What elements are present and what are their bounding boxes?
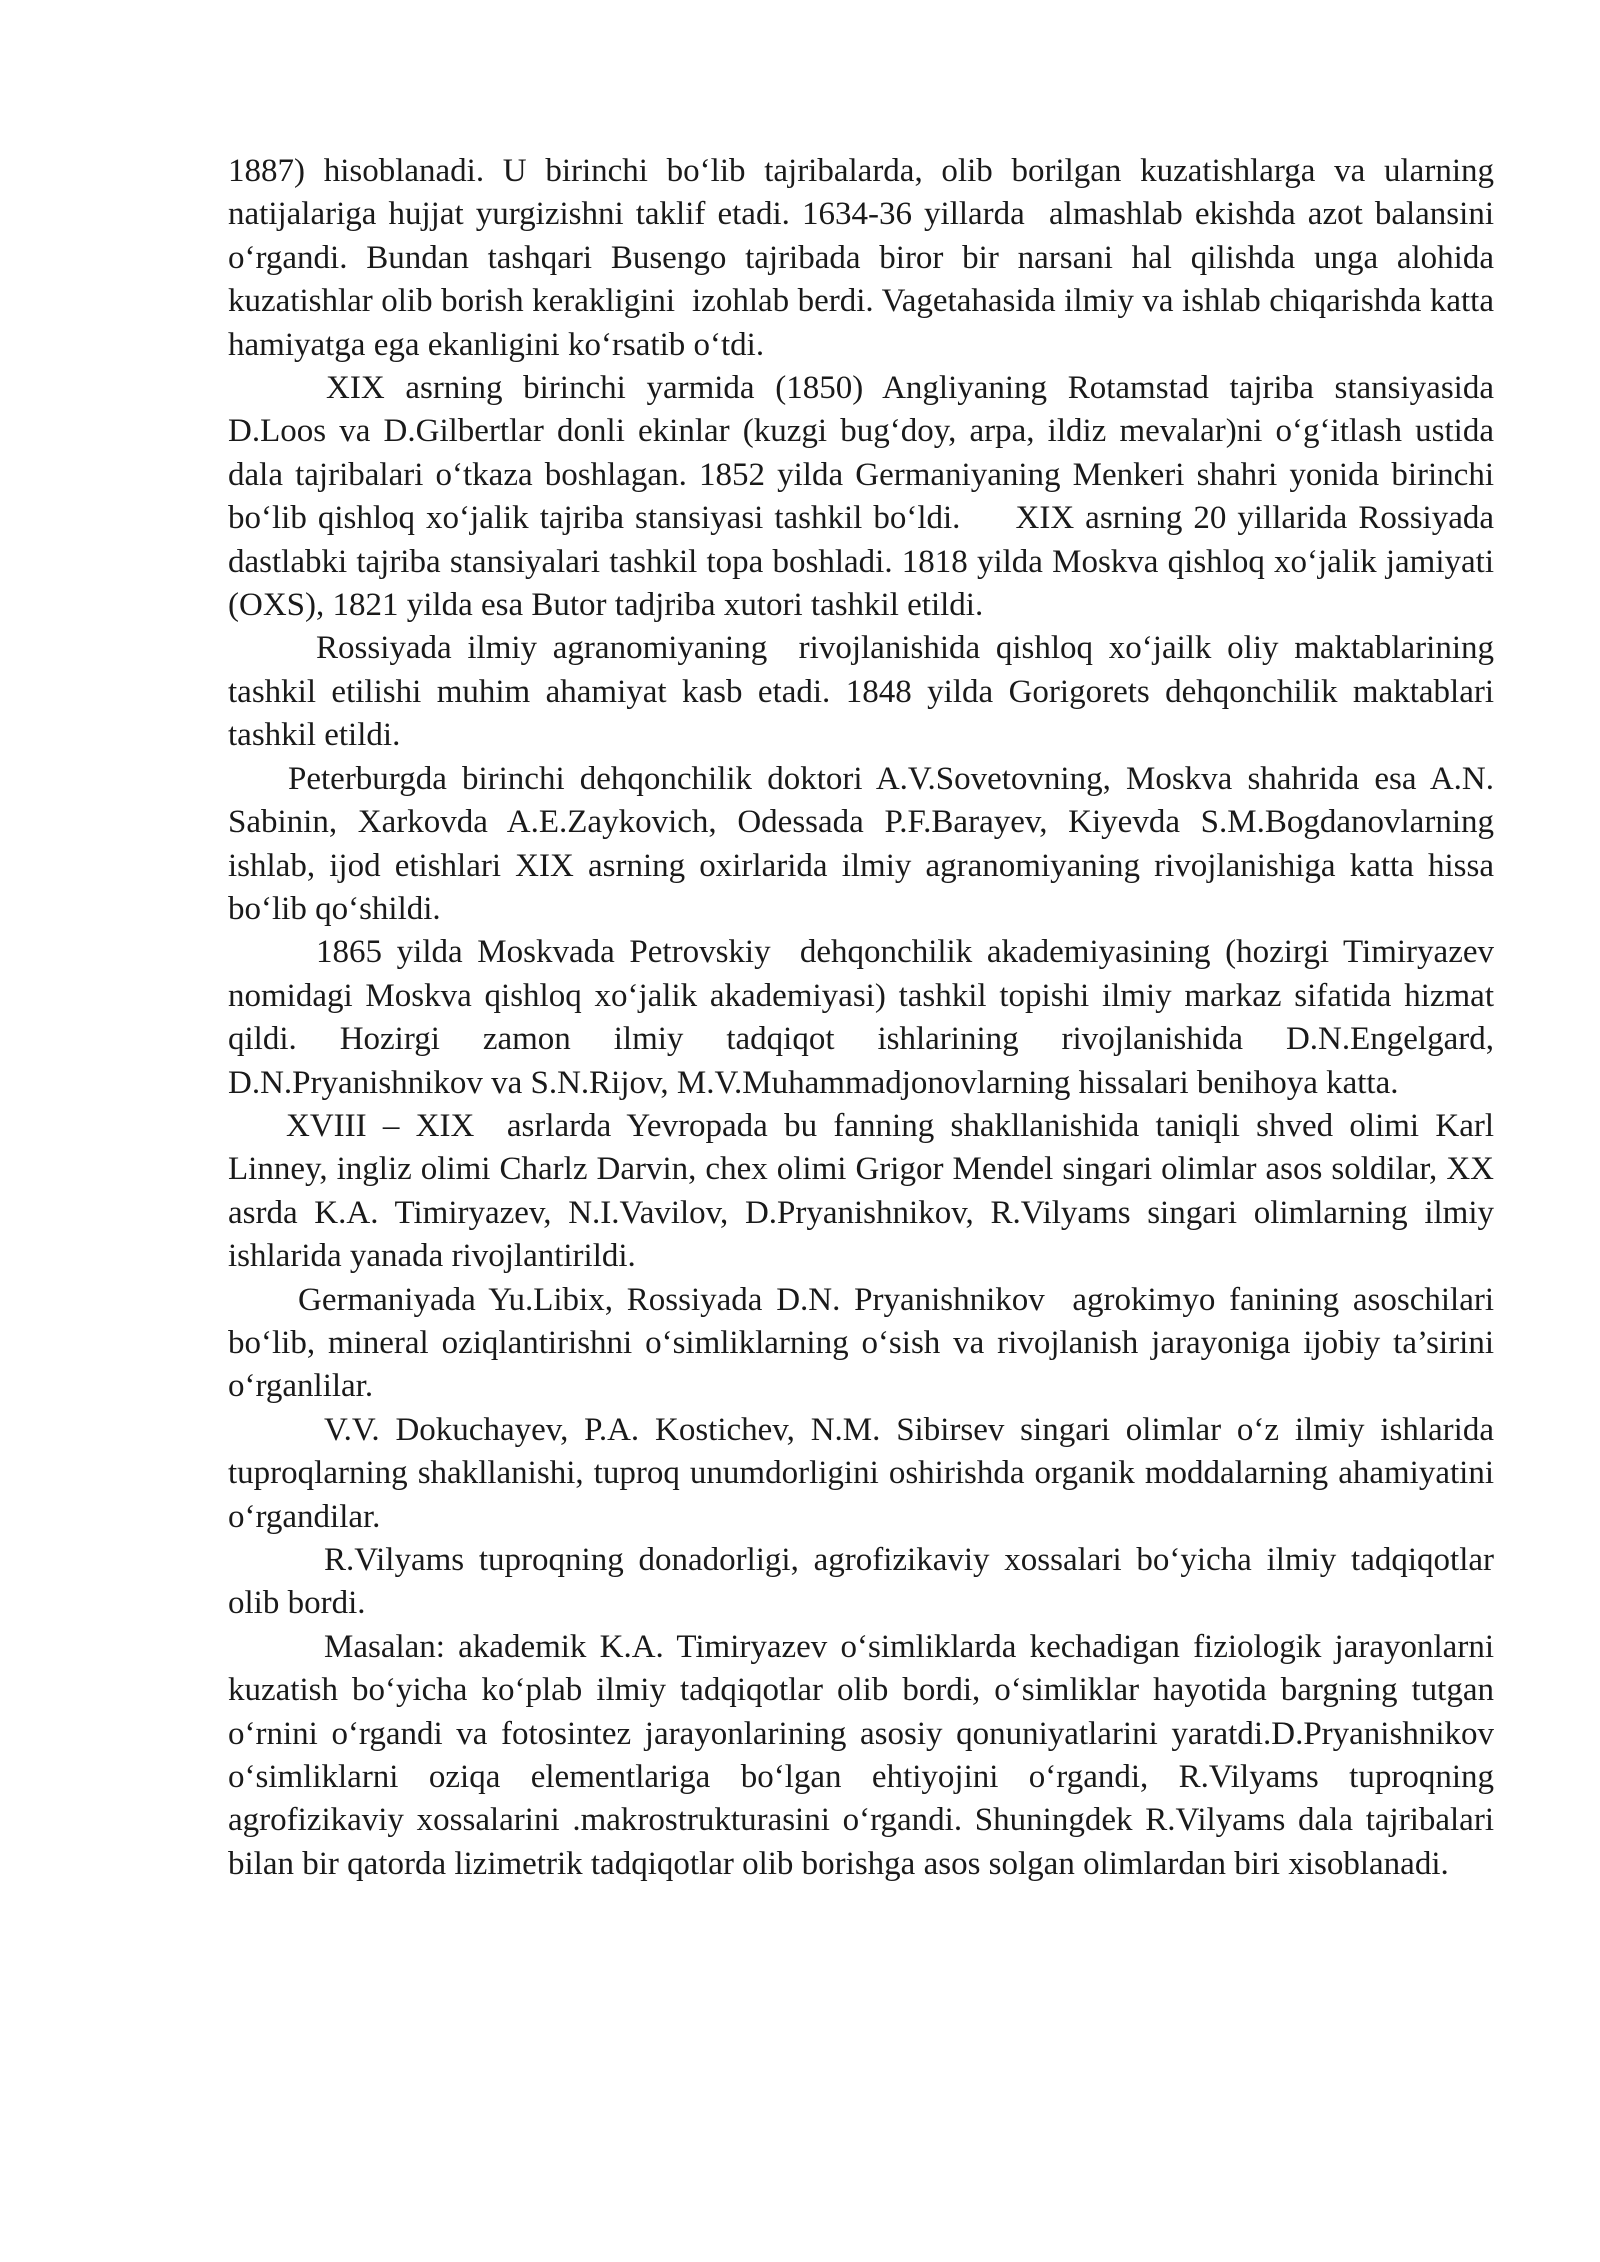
paragraph-agrochemistry: Germaniyada Yu.Libix, Rossiyada D.N. Pryanishnikov agrokimyo fanining asoschilari bo‘lib, mineral oziqlantirishni o‘simliklarning o‘sish va rivojlanish jarayoniga ijobiy ta’sirini o‘rganlilar.	[228, 1281, 1503, 1405]
paragraph-peterburg: Peterburgda birinchi dehqonchilik doktori A.V.Sovetovning, Moskva shahrida esa A.N. Sabinin, Xarkovda A.E.Zaykovich, Odessada P.F.Barayev, Kiyevda S.M.Bogdanovlarning ishlab, ijod etishlari XIX asrning oxirlarida ilmiy agranomiyaning rivojlanishiga katta hissa bo‘lib qo‘shildi.	[228, 760, 1503, 927]
paragraph-dokuchayev: V.V. Dokuchayev, P.A. Kostichev, N.M. Sibirsev singari olimlar o‘z ilmiy ishlarida tuproqlarning shakllanishi, tuproq unumdorligini oshirishda organik moddalarning ahamiyatini o‘rgandilar.	[228, 1411, 1503, 1535]
paragraph-rotamstad: XIX asrning birinchi yarmida (1850) Angliyaning Rotamstad tajriba stansiyasida D.Loos va D.Gilbertlar donli ekinlar (kuzgi bug‘doy, arpa, ildiz mevalar)ni o‘g‘itlash ustida dala tajribalari o‘tkaza boshlagan. 1852 yilda Germaniyaning Menkeri shahri yonida birinchi bo‘lib qishloq xo‘jalik tajriba stansiyasi tashkil bo‘ldi. XIX asrning 20 yillarida Rossiyada dastlabki tajriba stansiyalari tashkil topa boshladi. 1818 yilda Moskva qishloq xo‘jalik jamiyati (OXS), 1821 yilda esa Butor tadjriba xutori tashkil etildi.	[228, 370, 1503, 624]
paragraph-vilyams: R.Vilyams tuproqning donadorligi, agrofizikaviy xossalari bo‘yicha ilmiy tadqiqotlar olib bordi.	[228, 1542, 1503, 1622]
paragraph-petrovskiy-academy: 1865 yilda Moskvada Petrovskiy dehqonchilik akademiyasining (hozirgi Timiryazev nomidagi Moskva qishloq xo‘jalik akademiyasi) tashkil topishi ilmiy markaz sifatida hizmat qildi. Hozirgi zamon ilmiy tadqiqot ishlarining rivojlanishida D.N.Engelgard, D.N.Pryanishnikov va S.N.Rijov, M.V.Muhammadjonovlarning hissalari benihoya katta.	[228, 934, 1503, 1101]
paragraph-busengo: 1887) hisoblanadi. U birinchi bo‘lib tajribalarda, olib borilgan kuzatishlarga va ularning natijalariga hujjat yurgizishni taklif etadi. 1634-36 yillarda almashlab ekishda azot balansini o‘rgandi. Bundan tashqari Busengo tajribada biror bir narsani hal qilishda unga alohida kuzatishlar olib borish kerakligini izohlab berdi. Vagetahasida ilmiy va ishlab chiqarishda katta hamiyatga ega ekanligini ko‘rsatib o‘tdi.	[228, 153, 1503, 363]
paragraph-rossiya-agronomy: Rossiyada ilmiy agranomiyaning rivojlanishida qishloq xo‘jailk oliy maktablarining tashkil etilishi muhim ahamiyat kasb etadi. 1848 yilda Gorigorets dehqonchilik maktablari tashkil etildi.	[228, 630, 1503, 754]
paragraph-timiryazev: Masalan: akademik K.A. Timiryazev o‘simliklarda kechadigan fiziologik jarayonlarni kuzatish bo‘yicha ko‘plab ilmiy tadqiqotlar olib bordi, o‘simliklar hayotida bargning tutgan o‘rnini o‘rgandi va fotosintez jarayonlarining asosiy qonuniyatlarini yaratdi.D.Pryanishnikov o‘simliklarni oziqa elementlariga bo‘lgan ehtiyojini o‘rgandi, R.Vilyams tuproqning agrofizikaviy xossalarini .makrostrukturasini o‘rgandi. Shuningdek R.Vilyams dala tajribalari bilan bir qatorda lizimetrik tadqiqotlar olib borishga asos solgan olimlardan biri xisoblanadi.	[228, 1628, 1503, 1882]
document-page	[228, 150, 1503, 1886]
paragraph-europe-scientists: XVIII – XIX asrlarda Yevropada bu fanning shakllanishida taniqli shved olimi Karl Linney, ingliz olimi Charlz Darvin, chex olimi Grigor Mendel singari olimlar asos soldilar, XX asrda K.A. Timiryazev, N.I.Vavilov, D.Pryanishnikov, R.Vilyams singari olimlarning ilmiy ishlarida yanada rivojlantirildi.	[228, 1107, 1503, 1275]
